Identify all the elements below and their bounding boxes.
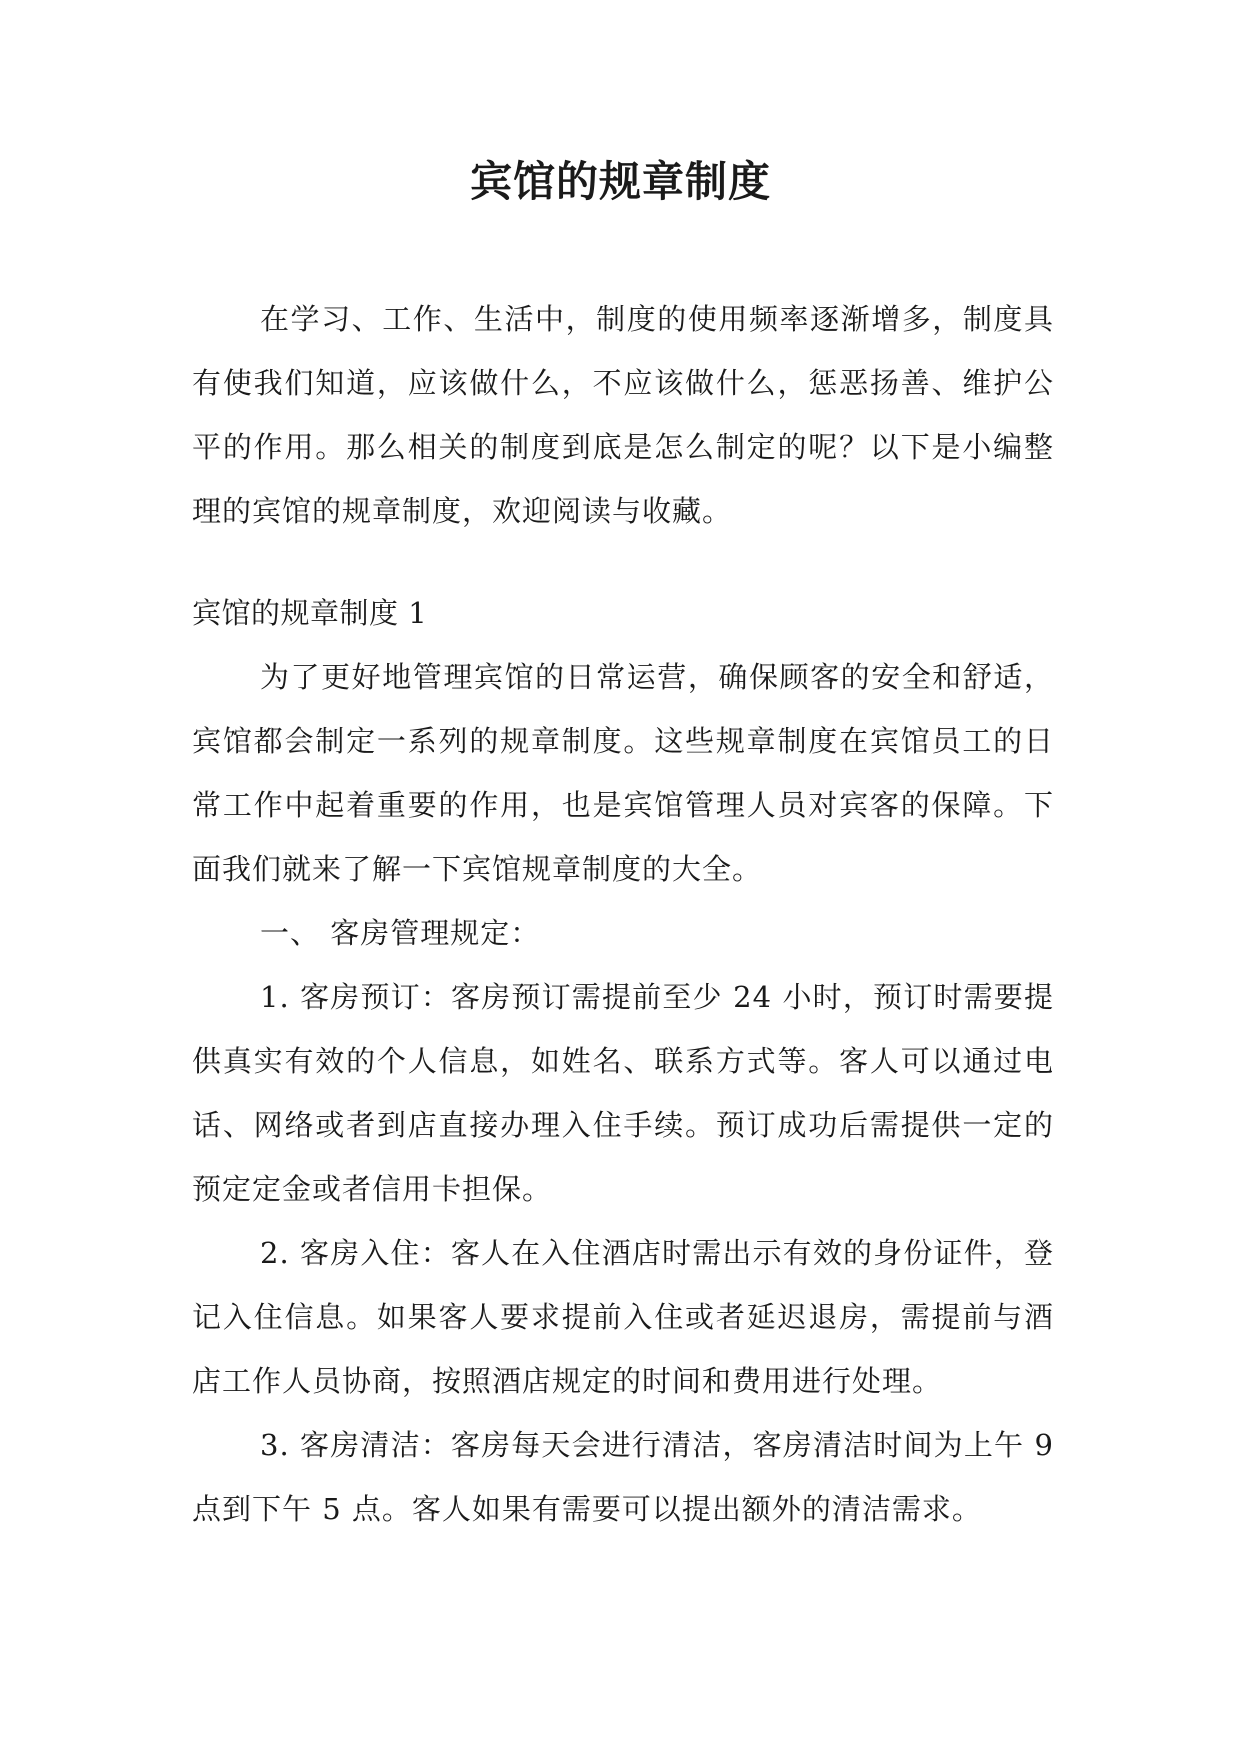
rule-item-2: 2. 客房入住：客人在入住酒店时需出示有效的身份证件，登记入住信息。如果客人要求提前入住或者延迟退房，需提前与酒店工作人员协商，按照酒店规定的时间和费用进行处理。 [192, 1236, 1054, 1398]
section-intro-paragraph: 为了更好地管理宾馆的日常运营，确保顾客的安全和舒适，宾馆都会制定一系列的规章制度。这些规章制度在宾馆员工的日常工作中起着重要的作用，也是宾馆管理人员对宾客的保障。下面我们就来了解一下宾馆规章制度的大全。 [192, 660, 1054, 886]
subheading: 一、 客房管理规定： [260, 916, 541, 950]
section-heading: 宾馆的规章制度 1 [192, 596, 428, 630]
rule-item-3: 3. 客房清洁：客房每天会进行清洁，客房清洁时间为上午 9 点到下午 5 点。客人如果有需要可以提出额外的清洁需求。 [192, 1428, 1054, 1526]
page-title: 宾馆的规章制度 [469, 157, 771, 206]
paragraph-spacer [192, 543, 1054, 581]
rule-item-1: 1. 客房预订：客房预订需提前至少 24 小时，预订时需要提供真实有效的个人信息，如姓名、联系方式等。客人可以通过电话、网络或者到店直接办理入住手续。预订成功后需提供一定的预定定金或者信用卡担保。 [192, 980, 1054, 1206]
document-body [192, 287, 1054, 1541]
intro-paragraph: 在学习、工作、生活中，制度的使用频率逐渐增多，制度具有使我们知道，应该做什么，不应该做什么，惩恶扬善、维护公平的作用。那么相关的制度到底是怎么制定的呢？以下是小编整理的宾馆的规章制度，欢迎阅读与收藏。 [192, 302, 1054, 528]
